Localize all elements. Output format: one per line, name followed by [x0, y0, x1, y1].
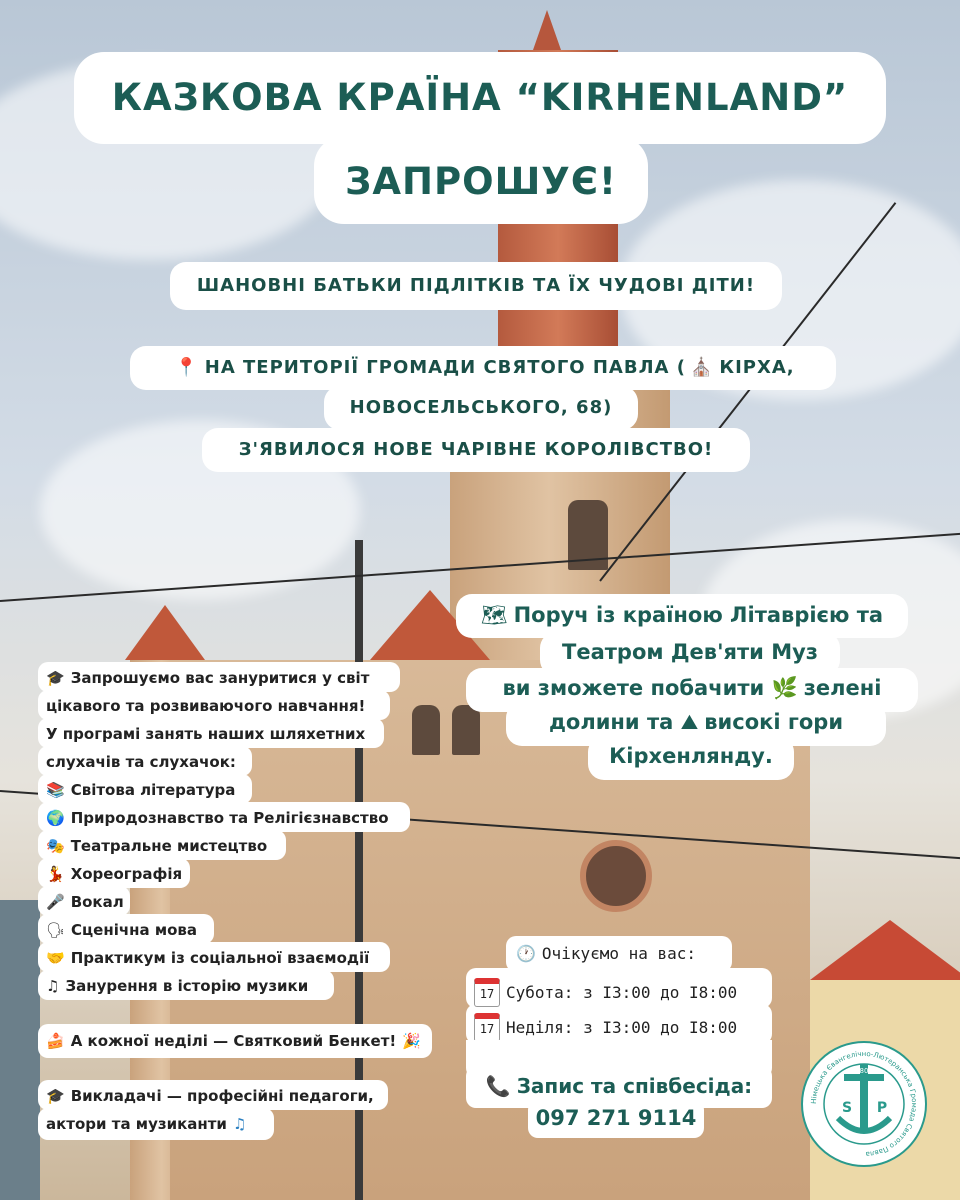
page-title-line2: ЗАПРОШУЄ! — [345, 160, 617, 203]
list-item — [46, 809, 389, 827]
program-intro1-text: Запрошуємо вас зануритися у світ — [70, 669, 370, 687]
neighbors-line4b-text: високі гори — [704, 710, 844, 734]
program-intro4: слухачів та слухачок: — [46, 753, 236, 771]
spire-tip — [533, 10, 561, 50]
location-line1 — [140, 357, 830, 378]
neighbors-line4 — [506, 710, 886, 735]
program-intro1 — [46, 669, 369, 687]
list-item-text: Природознавство та Релігієзнавство — [70, 809, 389, 827]
left-building — [0, 900, 40, 1200]
list-item-text: Хореографія — [70, 865, 183, 883]
teachers-line1-text: Викладачі — професійні педагоги, — [70, 1087, 374, 1105]
location-line1-text: НА ТЕРИТОРІЇ ГРОМАДИ СВЯТОГО ПАВЛА ( — [204, 357, 686, 378]
clock-icon: 🕐 — [516, 944, 536, 963]
neighbors-line3b-text: зелені — [803, 676, 882, 700]
contact-label — [466, 1074, 772, 1098]
list-item — [46, 949, 369, 967]
neighbors-line1-text: Поруч із країною Літаврією та — [513, 603, 884, 627]
logo-year: 1803 — [855, 1067, 873, 1075]
list-item — [46, 921, 197, 939]
map-icon: 🗺 — [480, 603, 508, 627]
logo-letter-s: S — [841, 1100, 853, 1116]
logo-letter-p: P — [876, 1100, 888, 1116]
house-roof — [810, 920, 960, 980]
church-icon: ⛪ — [689, 357, 714, 378]
party-popper-icon: 🎉 — [402, 1032, 421, 1050]
list-item — [46, 781, 235, 799]
handshake-icon: 🤝 — [46, 949, 65, 967]
schedule-heading-text: Очікуємо на вас: — [541, 944, 697, 963]
neighbors-line5: Кірхенлянду. — [609, 744, 773, 768]
page-title-line1: КАЗКОВА КРАЇНА “KIRHENLAND” — [111, 76, 849, 119]
mountain-icon: ⛰ — [680, 710, 699, 734]
phone-icon: 📞 — [485, 1074, 511, 1098]
graduation-cap-icon: 🎓 — [46, 669, 65, 687]
anchor-crossbar — [844, 1074, 884, 1081]
teachers-line1 — [46, 1087, 374, 1105]
contact-phone[interactable]: 097 271 9114 — [535, 1106, 697, 1130]
rose-window — [580, 840, 652, 912]
greeting-text: ШАНОВНІ БАТЬКИ ПІДЛІТКІВ ТА ЇХ ЧУДОВІ ДІТИ! — [196, 275, 756, 296]
saturday-text: Субота: з I3:00 до I8:00 — [506, 983, 738, 1002]
list-item-text: Практикум із соціальної взаємодії — [70, 949, 370, 967]
list-item — [46, 977, 308, 995]
list-item — [46, 865, 182, 883]
globe-icon: 🌍 — [46, 809, 65, 827]
calendar-icon: 17 — [474, 978, 500, 1007]
speaking-head-icon: 🗣 — [46, 921, 66, 939]
list-item-text: Світова література — [70, 781, 236, 799]
banquet-text: А кожної неділі — Святковий Бенкет! — [70, 1032, 397, 1050]
graduation-cap-icon: 🎓 — [46, 1087, 65, 1105]
list-item-text: Вокал — [70, 893, 124, 911]
sunday-text: Неділя: з I3:00 до I8:00 — [506, 1018, 738, 1037]
list-item — [46, 837, 267, 855]
neighbors-line3 — [466, 676, 918, 701]
program-intro2: цікавого та розвиваючого навчання! — [46, 697, 366, 715]
list-item-text: Занурення в історію музики — [65, 977, 309, 995]
banquet-line — [46, 1032, 427, 1050]
cake-icon: 🍰 — [46, 1032, 65, 1050]
location-line1b-text: КІРХА, — [719, 357, 795, 378]
left-turret-roof — [125, 605, 205, 660]
list-item-text: Сценічна мова — [71, 921, 198, 939]
microphone-icon: 🎤 — [46, 893, 65, 911]
program-intro3: У програмі занять наших шляхетних — [46, 725, 366, 743]
community-logo — [800, 1040, 928, 1168]
teachers-line2 — [46, 1115, 252, 1133]
schedule-heading — [516, 944, 696, 963]
contact-label-text: Запис та співбесіда: — [516, 1074, 753, 1098]
neighbors-line1 — [456, 603, 908, 628]
theater-masks-icon: 🎭 — [46, 837, 65, 855]
saturday-row — [474, 978, 737, 1007]
calendar-icon: 17 — [474, 1013, 500, 1042]
neighbors-line4a-text: долини та — [548, 710, 674, 734]
books-icon: 📚 — [46, 781, 65, 799]
teachers-line2-text: актори та музиканти — [46, 1115, 227, 1133]
herb-icon: 🌿 — [771, 676, 798, 700]
nave-window — [452, 705, 480, 755]
nave-window — [412, 705, 440, 755]
list-item-text: Театральне мистецтво — [70, 837, 268, 855]
kingdom-text: З'ЯВИЛОСЯ НОВЕ ЧАРІВНЕ КОРОЛІВСТВО! — [238, 439, 714, 460]
location-line2: НОВОСЕЛЬСЬКОГО, 68) — [349, 397, 613, 418]
music-notes-icon: ♫ — [232, 1115, 247, 1133]
neighbors-line2: Театром Дев'яти Муз — [562, 640, 818, 664]
pin-icon: 📍 — [175, 357, 199, 378]
dancer-icon: 💃 — [46, 865, 65, 883]
neighbors-line3a-text: ви зможете побачити — [502, 676, 765, 700]
logo-ring-text: Німецька Євангелічно-Лютеранська Громада Святого Павла — [809, 1049, 919, 1159]
sunday-row — [474, 1013, 737, 1042]
list-item — [46, 893, 124, 911]
music-notes-icon: ♫ — [46, 977, 60, 995]
